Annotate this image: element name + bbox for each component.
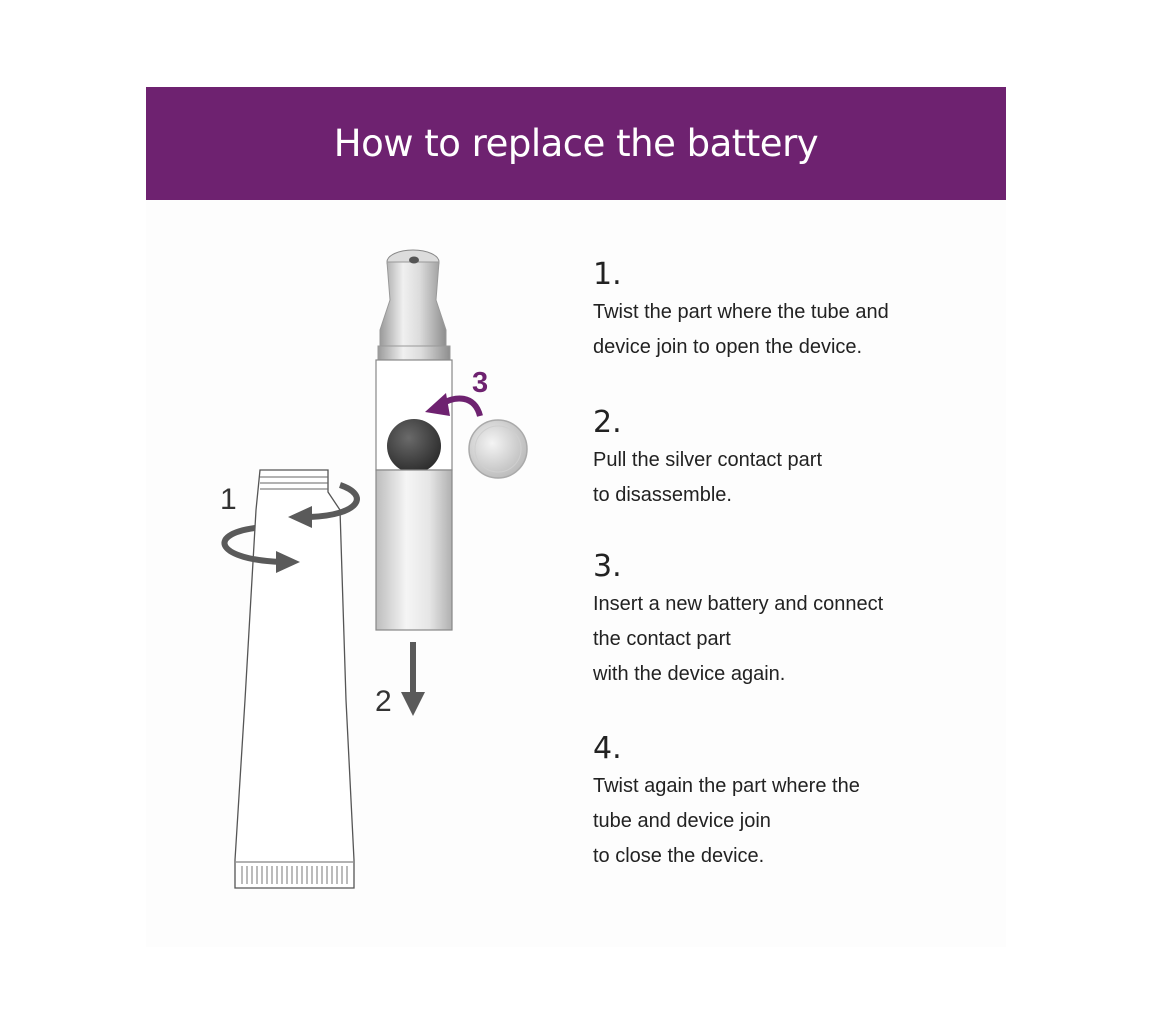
step-line: Pull the silver contact part [593, 449, 822, 471]
step-text [593, 443, 973, 513]
step-number: 4. [593, 731, 622, 766]
tube [235, 470, 354, 888]
step-3 [593, 547, 973, 729]
step-line: Insert a new battery and connect [593, 593, 884, 615]
figure-label-2: 2 [375, 685, 392, 718]
page-title: How to replace the battery [333, 122, 819, 165]
step-line: the contact part [593, 628, 731, 650]
step-line: with the device again. [593, 663, 786, 685]
step-number: 2. [593, 405, 622, 440]
new-battery [469, 420, 527, 478]
figure-label-3: 3 [472, 367, 489, 399]
title-banner [146, 87, 1006, 200]
step-number: 3. [593, 549, 622, 584]
step-4 [593, 729, 973, 874]
instruction-steps [593, 255, 973, 874]
step-2 [593, 403, 973, 547]
battery-replacement-illustration [200, 240, 560, 900]
step-line: to disassemble. [593, 484, 732, 506]
step-1 [593, 255, 973, 403]
step-line: Twist the part where the tube and [593, 301, 889, 323]
step-line: Twist again the part where the [593, 775, 860, 797]
step-number: 1. [593, 257, 622, 292]
figure-label-1: 1 [220, 483, 237, 516]
step-line: device join to open the device. [593, 336, 863, 358]
step-text [593, 295, 973, 365]
pull-arrowhead [401, 692, 425, 716]
step-text [593, 587, 973, 692]
step-text [593, 769, 973, 874]
device [376, 250, 452, 630]
step-line: tube and device join [593, 810, 771, 832]
step-line: to close the device. [593, 845, 765, 867]
